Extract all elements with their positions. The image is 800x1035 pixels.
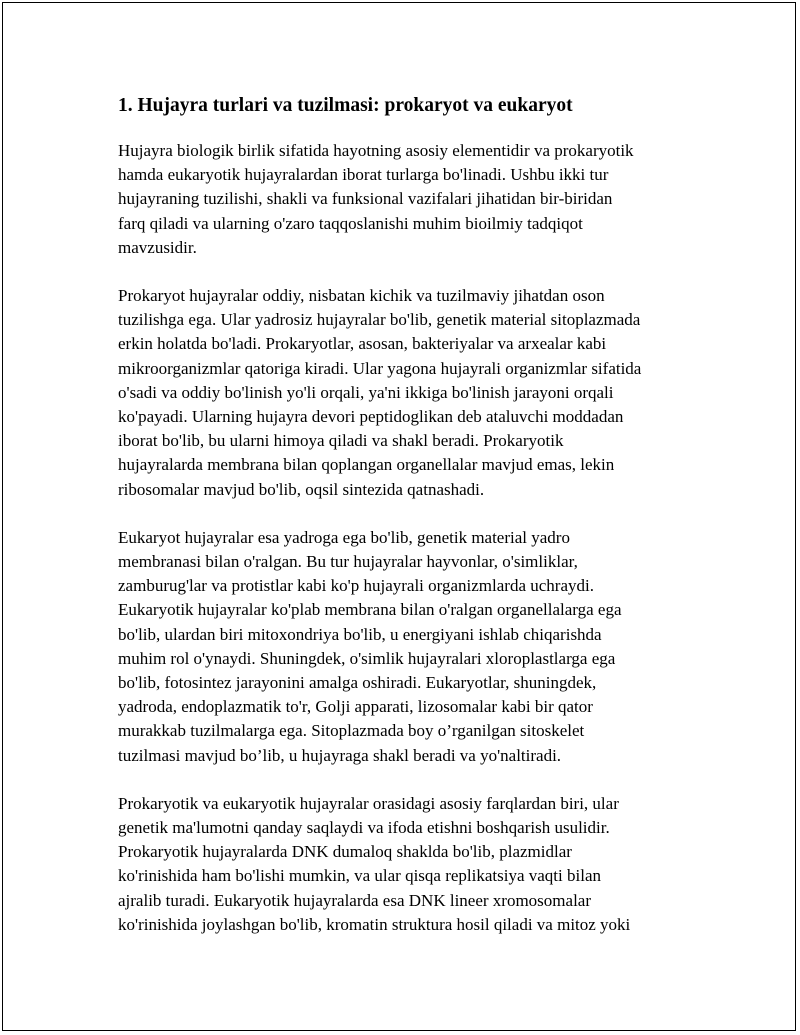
text-line: Eukaryotik hujayralar ko'plab membrana bilan o'ralgan organellalarga ega (118, 600, 622, 620)
text-line: Prokaryot hujayralar oddiy, nisbatan kichik va tuzilmaviy jihatdan oson (118, 286, 605, 306)
text-line: Eukaryot hujayralar esa yadroga ega bo'lib, genetik material yadro (118, 527, 570, 547)
text-line: iborat bo'lib, bu ularni himoya qiladi va shakl beradi. Prokaryotik (118, 431, 564, 451)
text-line: zamburug'lar va protistlar kabi ko'p hujayrali organizmlarda uchraydi. (118, 576, 594, 596)
text-line: hujayraning tuzilishi, shakli va funksional vazifalari jihatidan bir-biridan (118, 189, 613, 209)
paragraph-intro (118, 139, 688, 260)
text-line: hujayralarda membrana bilan qoplangan organellalar mavjud emas, lekin (118, 455, 615, 475)
paragraph-prokaryotes (118, 284, 688, 502)
text-line: ko'rinishida ham bo'lishi mumkin, va ular qisqa replikatsiya vaqti bilan (118, 866, 601, 886)
text-line: mikroorganizmlar qatoriga kiradi. Ular yagona hujayrali organizmlar sifatida (118, 358, 642, 378)
text-line: ajralib turadi. Eukaryotik hujayralarda esa DNK lineer xromosomalar (118, 890, 591, 910)
text-line: tuzilishga ega. Ular yadrosiz hujayralar bo'lib, genetik material sitoplazmada (118, 310, 641, 330)
text-line: mavzusidir. (118, 237, 197, 257)
text-line: o'sadi va oddiy bo'linish yo'li orqali, ya'ni ikkiga bo'linish jarayoni orqali (118, 382, 614, 402)
text-line: yadroda, endoplazmatik to'r, Golji apparati, lizosomalar kabi bir qator (118, 697, 593, 717)
text-line: ko'payadi. Ularning hujayra devori peptidoglikan deb ataluvchi moddadan (118, 407, 624, 427)
text-line: bo'lib, ulardan biri mitoxondriya bo'lib, u energiyani ishlab chiqarishda (118, 624, 602, 644)
text-line: Prokaryotik va eukaryotik hujayralar orasidagi asosiy farqlardan biri, ular (118, 793, 619, 813)
document-body (118, 92, 688, 961)
text-line: tuzilmasi mavjud bo’lib, u hujayraga shakl beradi va yo'naltiradi. (118, 745, 562, 765)
section-heading: 1. Hujayra turlari va tuzilmasi: prokaryot va eukaryot (118, 95, 573, 116)
text-line: hamda eukaryotik hujayralardan iborat turlarga bo'linadi. Ushbu ikki tur (118, 165, 609, 185)
text-line: muhim rol o'ynaydi. Shuningdek, o'simlik hujayralari xloroplastlarga ega (118, 648, 616, 668)
text-line: ribosomalar mavjud bo'lib, oqsil sintezida qatnashadi. (118, 479, 485, 499)
text-line: membranasi bilan o'ralgan. Bu tur hujayralar hayvonlar, o'simliklar, (118, 552, 578, 572)
text-line: Hujayra biologik birlik sifatida hayotning asosiy elementidir va prokaryotik (118, 141, 634, 160)
text-line: murakkab tuzilmalarga ega. Sitoplazmada boy o’rganilgan sitoskelet (118, 721, 585, 741)
text-line: ko'rinishida joylashgan bo'lib, kromatin struktura hosil qiladi va mitoz yoki (118, 914, 631, 934)
text-line: Prokaryotik hujayralarda DNK dumaloq shaklda bo'lib, plazmidlar (118, 842, 572, 862)
text-line: erkin holatda bo'ladi. Prokaryotlar, asosan, bakteriyalar va arxealar kabi (118, 334, 607, 354)
text-line: bo'lib, fotosintez jarayonini amalga oshiradi. Eukaryotlar, shuningdek, (118, 673, 597, 693)
text-line: genetik ma'lumotni qanday saqlaydi va ifoda etishni boshqarish usulidir. (118, 818, 610, 838)
paragraph-eukaryotes (118, 526, 688, 768)
paragraph-differences (118, 792, 688, 937)
text-line: farq qiladi va ularning o'zaro taqqoslanishi muhim bioilmiy tadqiqot (118, 213, 583, 233)
